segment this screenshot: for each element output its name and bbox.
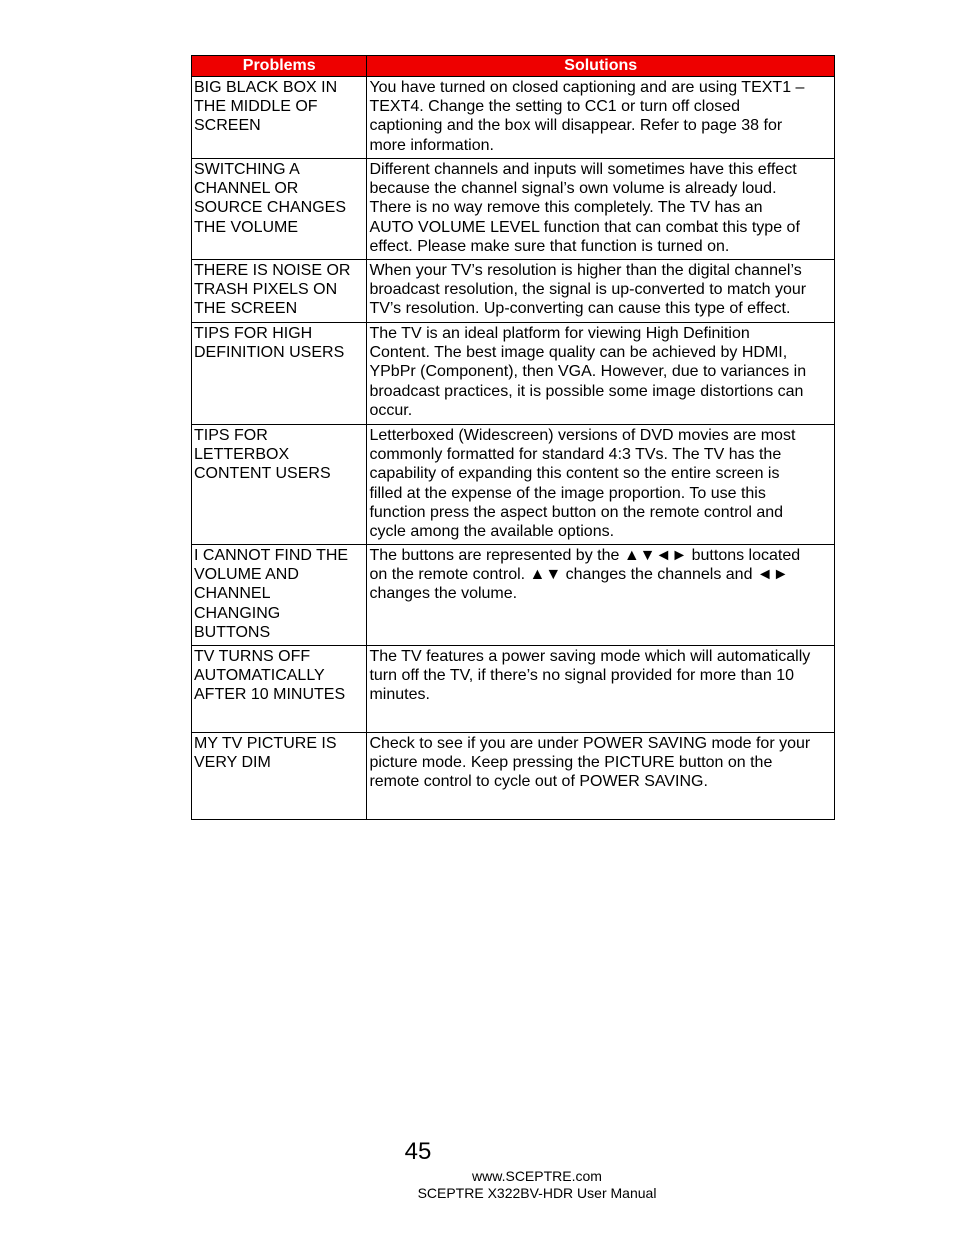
problem-cell: MY TV PICTURE IS VERY DIM	[192, 733, 367, 820]
solution-cell: Check to see if you are under POWER SAVING mode for your picture mode. Keep pressing the PICTURE button on the remote control to cycle out of POWER SAVING.	[367, 733, 835, 820]
problem-cell: TIPS FOR LETTERBOX CONTENT USERS	[192, 425, 367, 545]
table-row	[192, 545, 835, 646]
solution-cell: Letterboxed (Widescreen) versions of DVD movies are most commonly formatted for standard 4:3 TVs. The TV has the capability of expanding this content so the entire screen is filled at the expense of the image proportion. To use this function press the aspect button on the remote control and cycle among the available options.	[367, 425, 835, 545]
table-row	[192, 733, 835, 820]
table-row	[192, 159, 835, 260]
problem-cell: TV TURNS OFF AUTOMATICALLY AFTER 10 MINUTES	[192, 646, 367, 733]
table-row	[192, 425, 835, 545]
problem-cell: THERE IS NOISE OR TRASH PIXELS ON THE SCREEN	[192, 260, 367, 323]
solution-cell: The TV is an ideal platform for viewing High Definition Content. The best image quality can be achieved by HDMI, YPbPr (Component), then VGA. However, due to variances in broadcast practices, it is possible some image distortions can occur.	[367, 323, 835, 425]
solution-cell: You have turned on closed captioning and are using TEXT1 – TEXT4. Change the setting to CC1 or turn off closed captioning and the box will disappear. Refer to page 38 for more information.	[367, 77, 835, 159]
troubleshooting-table	[191, 55, 835, 820]
problem-cell: TIPS FOR HIGH DEFINITION USERS	[192, 323, 367, 425]
website-link[interactable]: www.SCEPTRE.com	[472, 1168, 602, 1184]
solution-cell: The buttons are represented by the ▲▼◄► buttons located on the remote control. ▲▼ changes the channels and ◄► changes the volume.	[367, 545, 835, 646]
solutions-column-header: Solutions	[367, 56, 835, 77]
table-header-row	[192, 56, 835, 77]
manual-title: SCEPTRE X322BV-HDR User Manual	[417, 1185, 657, 1201]
problem-cell: I CANNOT FIND THE VOLUME AND CHANNEL CHANGING BUTTONS	[192, 545, 367, 646]
table-row	[192, 323, 835, 425]
table-row	[192, 77, 835, 159]
table-row	[192, 260, 835, 323]
solution-cell: The TV features a power saving mode which will automatically turn off the TV, if there’s no signal provided for more than 10 minutes.	[367, 646, 835, 733]
table-row	[192, 646, 835, 733]
table-body	[192, 77, 835, 820]
solution-cell: Different channels and inputs will sometimes have this effect because the channel signal’s own volume is already loud. There is no way remove this completely. The TV has an AUTO VOLUME LEVEL function that can combat this type of effect. Please make sure that function is turned on.	[367, 159, 835, 260]
problem-cell: SWITCHING A CHANNEL OR SOURCE CHANGES THE VOLUME	[192, 159, 367, 260]
problems-column-header: Problems	[192, 56, 367, 77]
page-number: 45	[404, 1138, 432, 1165]
problem-cell: BIG BLACK BOX IN THE MIDDLE OF SCREEN	[192, 77, 367, 159]
solution-cell: When your TV’s resolution is higher than the digital channel’s broadcast resolution, the signal is up-converted to match your TV’s resolution. Up-converting can cause this type of effect.	[367, 260, 835, 323]
